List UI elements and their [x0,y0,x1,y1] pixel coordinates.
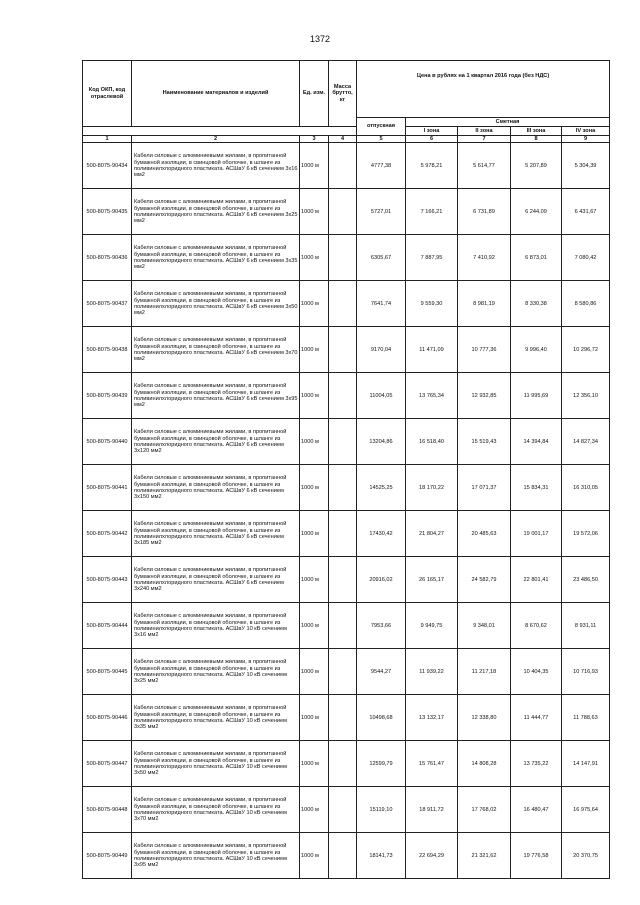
zone1-price-cell: 21 804,27 [406,511,458,557]
zone1-price-cell: 18 911,72 [406,787,458,833]
table-row [83,787,610,833]
material-name-cell: Кабели силовые с алюминиевыми жилами, в пропитанной бумажной изоляции, в свинцовой оболочке, в шланге из поливинилхлоридного пластиката. АСШвУ 6 кВ сечением 3х35 мм2 [132,235,300,281]
zone2-price-cell: 17 071,37 [458,465,511,511]
release-price-cell: 9544,27 [357,649,406,695]
release-price-cell: 10498,68 [357,695,406,741]
header-code: Код ОКП, код отраслевой [83,61,132,127]
zone4-price-cell: 7 080,42 [562,235,610,281]
release-price-cell: 7641,74 [357,281,406,327]
unit-cell: 1000 м [300,787,329,833]
mass-cell [329,281,357,327]
okp-code-cell: 500-8075-90443 [83,557,132,603]
material-name-cell: Кабели силовые с алюминиевыми жилами, в пропитанной бумажной изоляции, в свинцовой оболочке, в шланге из поливинилхлоридного пластиката. АСШвУ 10 кВ сечением 3х95 мм2 [132,833,300,879]
material-name-cell: Кабели силовые с алюминиевыми жилами, в пропитанной бумажной изоляции, в свинцовой оболочке, в шланге из поливинилхлоридного пластиката. АСШвУ 6 кВ сечением 3х120 мм2 [132,419,300,465]
release-price-cell: 20916,02 [357,557,406,603]
material-name-cell: Кабели силовые с алюминиевыми жилами, в пропитанной бумажной изоляции, в свинцовой оболочке, в шланге из поливинилхлоридного пластиката. АСШвУ 6 кВ сечением 3х25 мм2 [132,189,300,235]
zone3-price-cell: 6 244,09 [511,189,562,235]
material-name-cell: Кабели силовые с алюминиевыми жилами, в пропитанной бумажной изоляции, в свинцовой оболочке, в шланге из поливинилхлоридного пластиката. АСШвУ 6 кВ сечением 3х185 мм2 [132,511,300,557]
header-price-title-text: Цена в рублях на 1 квартал 2016 года (без НДС) [416,73,550,79]
unit-cell: 1000 м [300,649,329,695]
column-number: 2 [132,136,300,143]
unit-cell: 1000 м [300,189,329,235]
zone2-price-cell: 9 348,01 [458,603,511,649]
zone2-price-cell: 6 731,89 [458,189,511,235]
zone1-price-cell: 16 518,40 [406,419,458,465]
zone4-price-cell: 20 370,75 [562,833,610,879]
zone1-price-cell: 22 694,29 [406,833,458,879]
header-zone-2: II зона [458,127,511,136]
release-price-cell: 11004,05 [357,373,406,419]
zone2-price-cell: 12 338,80 [458,695,511,741]
header-zone-1: I зона [406,127,458,136]
okp-code-cell: 500-8075-90438 [83,327,132,373]
column-number: 8 [511,136,562,143]
zone1-price-cell: 18 170,22 [406,465,458,511]
mass-cell [329,557,357,603]
table-row [83,327,610,373]
unit-cell: 1000 м [300,419,329,465]
material-name-cell: Кабели силовые с алюминиевыми жилами, в пропитанной бумажной изоляции, в свинцовой оболочке, в шланге из поливинилхлоридного пластиката. АСШвУ 10 кВ сечением 3х25 мм2 [132,649,300,695]
zone1-price-cell: 11 939,22 [406,649,458,695]
zone4-price-cell: 6 431,67 [562,189,610,235]
zone2-price-cell: 7 410,92 [458,235,511,281]
zone3-price-cell: 13 735,22 [511,741,562,787]
zone4-price-cell: 23 486,50 [562,557,610,603]
mass-cell [329,189,357,235]
okp-code-cell: 500-8075-90441 [83,465,132,511]
zone1-price-cell: 13 132,17 [406,695,458,741]
mass-cell [329,419,357,465]
zone3-price-cell: 19 001,17 [511,511,562,557]
zone4-price-cell: 8 580,86 [562,281,610,327]
column-number: 1 [83,136,132,143]
mass-cell [329,833,357,879]
mass-cell [329,465,357,511]
unit-cell: 1000 м [300,465,329,511]
mass-cell [329,235,357,281]
zone3-price-cell: 14 394,84 [511,419,562,465]
unit-cell: 1000 м [300,603,329,649]
zone4-price-cell: 10 716,93 [562,649,610,695]
okp-code-cell: 500-8075-90444 [83,603,132,649]
zone2-price-cell: 8 981,19 [458,281,511,327]
zone1-price-cell: 7 887,95 [406,235,458,281]
release-price-cell: 5727,01 [357,189,406,235]
table-row [83,833,610,879]
unit-cell: 1000 м [300,327,329,373]
mass-cell [329,511,357,557]
mass-cell [329,787,357,833]
okp-code-cell: 500-8075-90437 [83,281,132,327]
table-row [83,695,610,741]
zone4-price-cell: 11 788,63 [562,695,610,741]
header-release: отпускная [357,118,406,136]
header-unit: Ед. изм. [300,61,329,127]
okp-code-cell: 500-8075-90435 [83,189,132,235]
zone1-price-cell: 13 765,34 [406,373,458,419]
okp-code-cell: 500-8075-90447 [83,741,132,787]
column-number: 6 [406,136,458,143]
zone2-price-cell: 11 217,18 [458,649,511,695]
unit-cell: 1000 м [300,695,329,741]
unit-cell: 1000 м [300,741,329,787]
table-row [83,603,610,649]
table-row [83,465,610,511]
material-name-cell: Кабели силовые с алюминиевыми жилами, в пропитанной бумажной изоляции, в свинцовой оболочке, в шланге из поливинилхлоридного пластиката. АСШвУ 6 кВ сечением 3х70 мм2 [132,327,300,373]
zone2-price-cell: 24 582,79 [458,557,511,603]
zone1-price-cell: 11 471,09 [406,327,458,373]
material-name-cell: Кабели силовые с алюминиевыми жилами, в пропитанной бумажной изоляции, в свинцовой оболочке, в шланге из поливинилхлоридного пластиката. АСШвУ 6 кВ сечением 3х240 мм2 [132,557,300,603]
release-price-cell: 15119,10 [357,787,406,833]
release-price-cell: 12599,79 [357,741,406,787]
zone2-price-cell: 20 485,63 [458,511,511,557]
material-name-cell: Кабели силовые с алюминиевыми жилами, в пропитанной бумажной изоляции, в свинцовой оболочке, в шланге из поливинилхлоридного пластиката. АСШвУ 6 кВ сечением 3х95 мм2 [132,373,300,419]
okp-code-cell: 500-8075-90449 [83,833,132,879]
zone3-price-cell: 22 801,41 [511,557,562,603]
page-number: 1372 [309,34,331,44]
unit-cell: 1000 м [300,281,329,327]
zone4-price-cell: 5 304,39 [562,143,610,189]
zone2-price-cell: 12 932,85 [458,373,511,419]
zone3-price-cell: 8 670,62 [511,603,562,649]
header-spacer [83,127,357,136]
table-body [83,143,610,879]
unit-cell: 1000 м [300,373,329,419]
zone2-price-cell: 10 777,36 [458,327,511,373]
release-price-cell: 14525,25 [357,465,406,511]
zone2-price-cell: 14 808,28 [458,741,511,787]
table-row [83,143,610,189]
zone3-price-cell: 19 776,58 [511,833,562,879]
okp-code-cell: 500-8075-90434 [83,143,132,189]
header-zone-4: IV зона [562,127,610,136]
table-row [83,741,610,787]
material-name-cell: Кабели силовые с алюминиевыми жилами, в пропитанной бумажной изоляции, в свинцовой оболочке, в шланге из поливинилхлоридного пластиката. АСШвУ 10 кВ сечением 3х50 мм2 [132,741,300,787]
zone1-price-cell: 7 166,21 [406,189,458,235]
zone1-price-cell: 15 761,47 [406,741,458,787]
release-price-cell: 17430,42 [357,511,406,557]
mass-cell [329,373,357,419]
material-name-cell: Кабели силовые с алюминиевыми жилами, в пропитанной бумажной изоляции, в свинцовой оболочке, в шланге из поливинилхлоридного пластиката. АСШвУ 6 кВ сечением 3х16 мм2 [132,143,300,189]
unit-cell: 1000 м [300,143,329,189]
zone3-price-cell: 5 207,89 [511,143,562,189]
price-table [82,60,610,879]
material-name-cell: Кабели силовые с алюминиевыми жилами, в пропитанной бумажной изоляции, в свинцовой оболочке, в шланге из поливинилхлоридного пластиката. АСШвУ 10 кВ сечением 3х16 мм2 [132,603,300,649]
zone3-price-cell: 10 404,35 [511,649,562,695]
column-number: 7 [458,136,511,143]
header-estimate: Сметная [406,118,610,127]
material-name-cell: Кабели силовые с алюминиевыми жилами, в пропитанной бумажной изоляции, в свинцовой оболочке, в шланге из поливинилхлоридного пластиката. АСШвУ 6 кВ сечением 3х150 мм2 [132,465,300,511]
okp-code-cell: 500-8075-90448 [83,787,132,833]
table-row [83,649,610,695]
header-price-title [357,61,610,118]
zone4-price-cell: 8 931,11 [562,603,610,649]
zone2-price-cell: 15 519,43 [458,419,511,465]
zone3-price-cell: 9 996,40 [511,327,562,373]
table-row [83,281,610,327]
mass-cell [329,327,357,373]
okp-code-cell: 500-8075-90439 [83,373,132,419]
okp-code-cell: 500-8075-90436 [83,235,132,281]
zone3-price-cell: 11 444,77 [511,695,562,741]
table-row [83,557,610,603]
column-number-row [83,136,610,143]
zone2-price-cell: 21 321,62 [458,833,511,879]
column-number: 4 [329,136,357,143]
material-name-cell: Кабели силовые с алюминиевыми жилами, в пропитанной бумажной изоляции, в свинцовой оболочке, в шланге из поливинилхлоридного пластиката. АСШвУ 10 кВ сечением 3х35 мм2 [132,695,300,741]
zone3-price-cell: 11 995,69 [511,373,562,419]
release-price-cell: 13204,86 [357,419,406,465]
table-row [83,189,610,235]
release-price-cell: 4777,38 [357,143,406,189]
okp-code-cell: 500-8075-90446 [83,695,132,741]
unit-cell: 1000 м [300,557,329,603]
material-name-cell: Кабели силовые с алюминиевыми жилами, в пропитанной бумажной изоляции, в свинцовой оболочке, в шланге из поливинилхлоридного пластиката. АСШвУ 6 кВ сечением 3х50 мм2 [132,281,300,327]
mass-cell [329,741,357,787]
zone1-price-cell: 5 978,21 [406,143,458,189]
table-row [83,419,610,465]
column-number: 5 [357,136,406,143]
table-row [83,235,610,281]
table-row [83,511,610,557]
okp-code-cell: 500-8075-90442 [83,511,132,557]
column-number: 9 [562,136,610,143]
unit-cell: 1000 м [300,833,329,879]
unit-cell: 1000 м [300,235,329,281]
zone4-price-cell: 19 572,06 [562,511,610,557]
mass-cell [329,143,357,189]
release-price-cell: 9170,04 [357,327,406,373]
zone3-price-cell: 15 834,31 [511,465,562,511]
zone1-price-cell: 9 949,75 [406,603,458,649]
table-row [83,373,610,419]
header-name: Наименование материалов и изделий [132,61,300,127]
header-mass: Масса брутто, кг [329,61,357,127]
okp-code-cell: 500-8075-90445 [83,649,132,695]
zone4-price-cell: 16 975,64 [562,787,610,833]
zone1-price-cell: 26 165,17 [406,557,458,603]
zone3-price-cell: 6 873,01 [511,235,562,281]
column-number: 3 [300,136,329,143]
unit-cell: 1000 м [300,511,329,557]
zone4-price-cell: 10 296,72 [562,327,610,373]
mass-cell [329,603,357,649]
mass-cell [329,695,357,741]
release-price-cell: 6305,67 [357,235,406,281]
release-price-cell: 7953,66 [357,603,406,649]
zone4-price-cell: 16 310,05 [562,465,610,511]
release-price-cell: 18141,73 [357,833,406,879]
zone4-price-cell: 14 147,91 [562,741,610,787]
zone4-price-cell: 14 827,34 [562,419,610,465]
zone2-price-cell: 5 614,77 [458,143,511,189]
okp-code-cell: 500-8075-90440 [83,419,132,465]
zone4-price-cell: 12 356,10 [562,373,610,419]
zone2-price-cell: 17 768,02 [458,787,511,833]
zone3-price-cell: 8 330,38 [511,281,562,327]
material-name-cell: Кабели силовые с алюминиевыми жилами, в пропитанной бумажной изоляции, в свинцовой оболочке, в шланге из поливинилхлоридного пластиката. АСШвУ 10 кВ сечением 3х70 мм2 [132,787,300,833]
zone3-price-cell: 16 480,47 [511,787,562,833]
header-zone-3: III зона [511,127,562,136]
mass-cell [329,649,357,695]
zone1-price-cell: 9 559,30 [406,281,458,327]
